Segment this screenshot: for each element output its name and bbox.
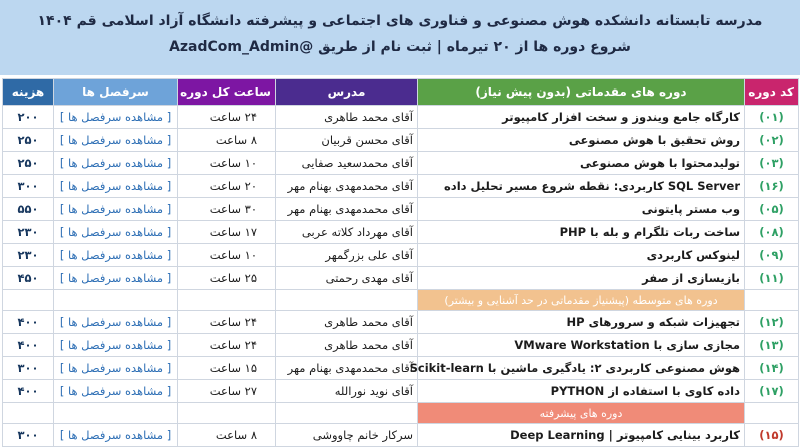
course-cost: ۴۰۰ xyxy=(3,380,54,403)
course-cost: ۳۰۰ xyxy=(3,424,54,447)
course-cost: ۴۰۰ xyxy=(3,334,54,357)
course-title: تجهیزات شبکه و سرورهای HP xyxy=(418,311,745,334)
course-cost: ۴۵۰ xyxy=(3,267,54,290)
header-teacher: مدرس xyxy=(276,79,418,106)
course-teacher: آقای مهدی رحمتی xyxy=(276,267,418,290)
course-cost: ۳۰۰ xyxy=(3,175,54,198)
course-hours: ۲۵ ساعت xyxy=(178,267,276,290)
course-hours: ۸ ساعت xyxy=(178,129,276,152)
course-teacher: آقای محمد طاهری xyxy=(276,106,418,129)
course-row xyxy=(3,380,799,403)
course-teacher: سرکار خانم چاووشی xyxy=(276,424,418,447)
course-row xyxy=(3,198,799,221)
subtitle-handle: @AzadCom_Admin xyxy=(169,39,314,55)
course-title: روش تحقیق با هوش مصنوعی xyxy=(418,129,745,152)
page-subtitle xyxy=(0,31,800,57)
course-cost: ۴۰۰ xyxy=(3,311,54,334)
syllabus-link[interactable]: [ مشاهده سرفصل ها ] xyxy=(54,424,178,447)
course-title: وب مستر پایتونی xyxy=(418,198,745,221)
course-teacher: آقای محمدمهدی بهنام مهر xyxy=(276,175,418,198)
course-code: (۰۲) xyxy=(745,129,799,152)
course-code: (۱۲) xyxy=(745,311,799,334)
section-spacer xyxy=(276,403,418,424)
course-title: کاربرد بینایی کامپیوتر | Deep Learning xyxy=(418,424,745,447)
course-code: (۱۱) xyxy=(745,267,799,290)
syllabus-link[interactable]: [ مشاهده سرفصل ها ] xyxy=(54,198,178,221)
course-hours: ۲۴ ساعت xyxy=(178,106,276,129)
course-hours: ۸ ساعت xyxy=(178,424,276,447)
section-row xyxy=(3,290,799,311)
header-hours: ساعت کل دوره xyxy=(178,79,276,106)
header-code: کد دوره xyxy=(745,79,799,106)
course-cost: ۲۳۰ xyxy=(3,221,54,244)
section-spacer xyxy=(54,290,178,311)
course-row xyxy=(3,424,799,447)
course-hours: ۲۴ ساعت xyxy=(178,334,276,357)
section-spacer xyxy=(54,403,178,424)
course-code: (۱۵) xyxy=(745,424,799,447)
course-row xyxy=(3,311,799,334)
syllabus-link[interactable]: [ مشاهده سرفصل ها ] xyxy=(54,129,178,152)
course-row xyxy=(3,106,799,129)
course-teacher: آقای محمد طاهری xyxy=(276,311,418,334)
course-teacher: آقای محمدمهدی بهنام مهر xyxy=(276,198,418,221)
course-code: (۱۶) xyxy=(745,175,799,198)
course-teacher: آقای علی بزرگمهر xyxy=(276,244,418,267)
syllabus-link[interactable]: [ مشاهده سرفصل ها ] xyxy=(54,175,178,198)
course-cost: ۲۰۰ xyxy=(3,106,54,129)
course-row xyxy=(3,152,799,175)
course-title: SQL Server کاربردی: نقطه شروع مسیر تحلیل داده xyxy=(418,175,745,198)
course-teacher: آقای محسن قربیان xyxy=(276,129,418,152)
section-spacer xyxy=(3,290,54,311)
course-hours: ۱۰ ساعت xyxy=(178,244,276,267)
syllabus-link[interactable]: [ مشاهده سرفصل ها ] xyxy=(54,106,178,129)
course-code: (۰۵) xyxy=(745,198,799,221)
header-title: دوره های مقدماتی (بدون پیش نیاز) xyxy=(418,79,745,106)
header-syllabus: سرفصل ها xyxy=(54,79,178,106)
course-title: مجازی سازی با VMware Workstation xyxy=(418,334,745,357)
course-row xyxy=(3,357,799,380)
course-title: هوش مصنوعی کاربردی ۲: یادگیری ماشین با Scikit-learn xyxy=(418,357,745,380)
course-cost: ۲۵۰ xyxy=(3,129,54,152)
course-table xyxy=(2,78,799,447)
course-row xyxy=(3,244,799,267)
course-hours: ۱۰ ساعت xyxy=(178,152,276,175)
course-code: (۰۸) xyxy=(745,221,799,244)
section-spacer xyxy=(3,403,54,424)
section-spacer xyxy=(745,290,799,311)
course-title: داده کاوی با استفاده از PYTHON xyxy=(418,380,745,403)
section-label: دوره های متوسطه (پیشنیاز مقدماتی در حد آشنایی و بیشتر) xyxy=(418,290,745,311)
course-row xyxy=(3,175,799,198)
syllabus-link[interactable]: [ مشاهده سرفصل ها ] xyxy=(54,152,178,175)
syllabus-link[interactable]: [ مشاهده سرفصل ها ] xyxy=(54,380,178,403)
course-row xyxy=(3,221,799,244)
course-teacher: آقای مهرداد کلاته عربی xyxy=(276,221,418,244)
course-row xyxy=(3,267,799,290)
course-hours: ۲۴ ساعت xyxy=(178,311,276,334)
page-title: مدرسه تابستانه دانشکده هوش مصنوعی و فناوری های اجتماعی و پیشرفته دانشگاه آزاد اسلامی قم ۱۴۰۴ xyxy=(37,13,763,29)
header-banner xyxy=(0,0,800,75)
section-label: دوره های پیشرفته xyxy=(418,403,745,424)
course-code: (۱۷) xyxy=(745,380,799,403)
course-teacher: آقای محمدمهدی بهنام مهر xyxy=(276,357,418,380)
course-cost: ۵۵۰ xyxy=(3,198,54,221)
course-table-body xyxy=(3,106,799,447)
course-hours: ۲۰ ساعت xyxy=(178,175,276,198)
course-row xyxy=(3,334,799,357)
syllabus-link[interactable]: [ مشاهده سرفصل ها ] xyxy=(54,311,178,334)
course-code: (۱۴) xyxy=(745,357,799,380)
course-hours: ۱۷ ساعت xyxy=(178,221,276,244)
course-title: کارگاه جامع ویندوز و سخت افزار کامپیوتر xyxy=(418,106,745,129)
table-header-row xyxy=(3,79,799,106)
course-code: (۰۹) xyxy=(745,244,799,267)
syllabus-link[interactable]: [ مشاهده سرفصل ها ] xyxy=(54,221,178,244)
section-spacer xyxy=(178,403,276,424)
course-teacher: آقای محمد طاهری xyxy=(276,334,418,357)
course-code: (۰۳) xyxy=(745,152,799,175)
section-spacer xyxy=(276,290,418,311)
syllabus-link[interactable]: [ مشاهده سرفصل ها ] xyxy=(54,267,178,290)
section-spacer xyxy=(178,290,276,311)
course-title: ساخت ربات تلگرام و بله با PHP xyxy=(418,221,745,244)
header-cost: هزینه xyxy=(3,79,54,106)
course-row xyxy=(3,129,799,152)
course-hours: ۲۷ ساعت xyxy=(178,380,276,403)
course-hours: ۱۵ ساعت xyxy=(178,357,276,380)
course-code: (۱۳) xyxy=(745,334,799,357)
course-teacher: آقای نوید نورالله xyxy=(276,380,418,403)
course-title: تولیدمحتوا با هوش مصنوعی xyxy=(418,152,745,175)
syllabus-link[interactable]: [ مشاهده سرفصل ها ] xyxy=(54,334,178,357)
section-spacer xyxy=(745,403,799,424)
section-row xyxy=(3,403,799,424)
syllabus-link[interactable]: [ مشاهده سرفصل ها ] xyxy=(54,357,178,380)
syllabus-link[interactable]: [ مشاهده سرفصل ها ] xyxy=(54,244,178,267)
course-title: لینوکس کاربردی xyxy=(418,244,745,267)
course-code: (۰۱) xyxy=(745,106,799,129)
subtitle-start: شروع دوره ها از ۲۰ تیرماه | ثبت نام از طریق xyxy=(318,39,631,55)
course-cost: ۳۰۰ xyxy=(3,357,54,380)
course-cost: ۲۵۰ xyxy=(3,152,54,175)
course-title: بازیسازی از صفر xyxy=(418,267,745,290)
course-hours: ۳۰ ساعت xyxy=(178,198,276,221)
course-teacher: آقای محمدسعید صفایی xyxy=(276,152,418,175)
course-cost: ۲۳۰ xyxy=(3,244,54,267)
